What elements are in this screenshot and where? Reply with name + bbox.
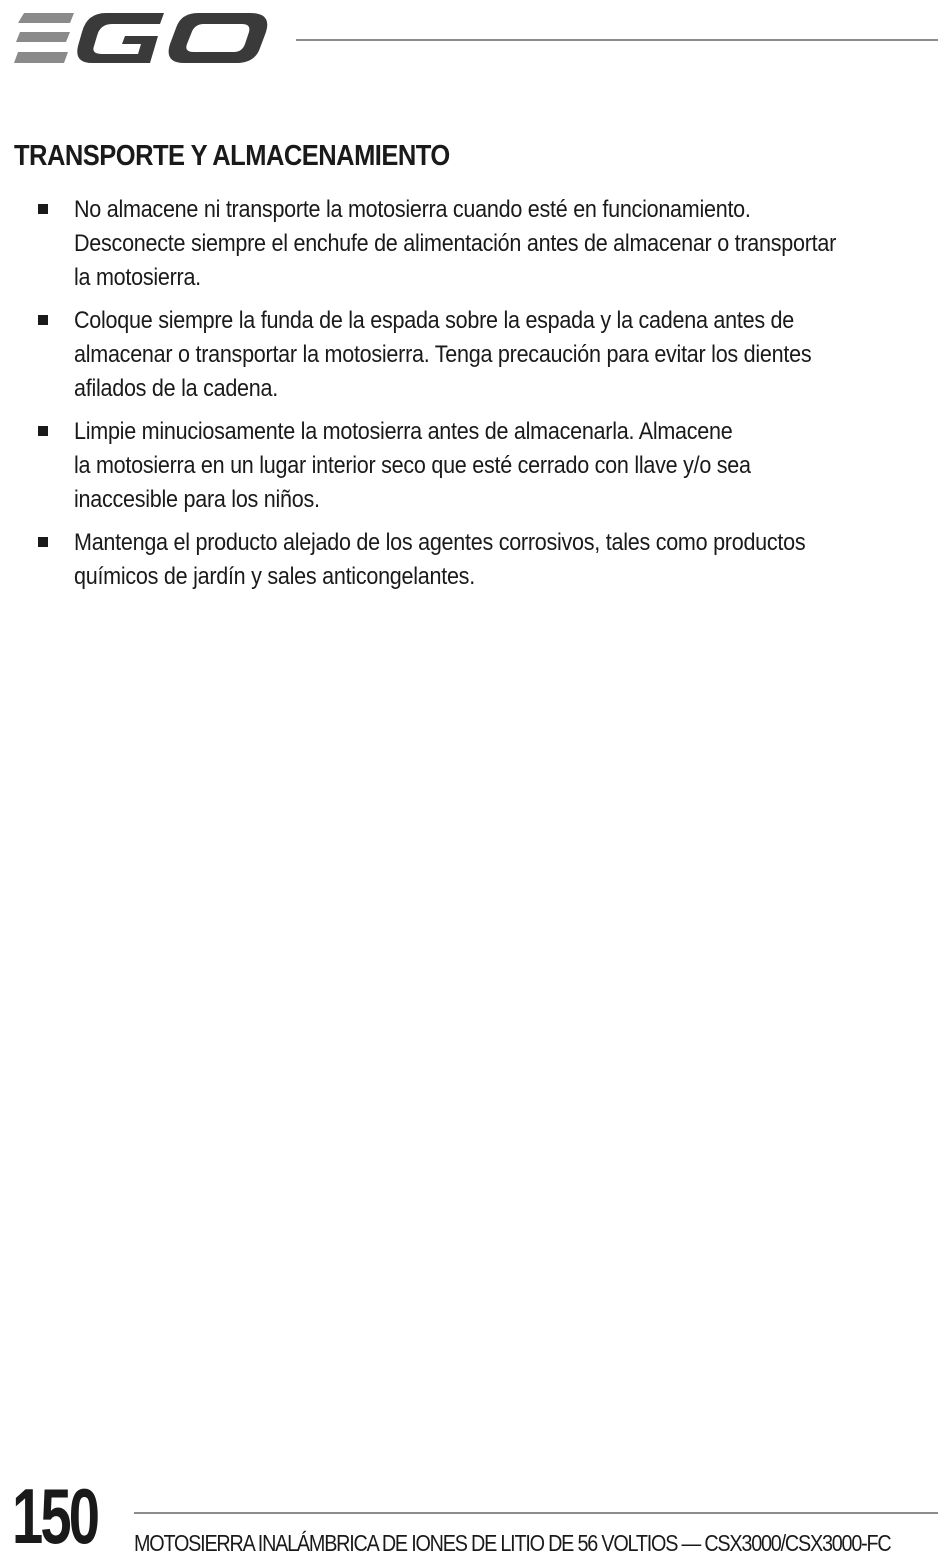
square-bullet-icon	[38, 537, 48, 547]
bullet-text	[74, 304, 945, 406]
footer-product-title: MOTOSIERRA INALÁMBRICA DE IONES DE LITIO DE 56 VOLTIOS — CSX3000/CSX3000-FC	[134, 1530, 891, 1556]
list-item	[0, 193, 950, 295]
square-bullet-icon	[38, 315, 48, 325]
list-item	[0, 415, 950, 517]
bullet-list	[0, 193, 950, 603]
text-line: inaccesible para los niños.	[74, 486, 320, 513]
square-bullet-icon	[38, 204, 48, 214]
bullet-text	[74, 415, 945, 517]
page-header	[0, 0, 950, 80]
text-line: No almacene ni transporte la motosierra cuando esté en funcionamiento.	[74, 196, 751, 223]
list-item	[0, 304, 950, 406]
text-line: químicos de jardín y sales anticongelantes.	[74, 563, 475, 590]
text-line: la motosierra en un lugar interior seco que esté cerrado con llave y/o sea	[74, 452, 751, 479]
page-number: 150	[12, 1472, 98, 1560]
text-line: Limpie minuciosamente la motosierra antes de almacenarla. Almacene	[74, 418, 733, 445]
text-line: almacenar o transportar la motosierra. Tenga precaución para evitar los dientes	[74, 341, 812, 368]
footer-divider	[134, 1512, 938, 1514]
list-item	[0, 526, 950, 594]
text-line: Desconecte siempre el enchufe de alimentación antes de almacenar o transportar	[74, 230, 837, 257]
bullet-text	[74, 193, 945, 295]
text-line: afilados de la cadena.	[74, 375, 278, 402]
section-title: TRANSPORTE Y ALMACENAMIENTO	[14, 140, 450, 172]
text-line: Coloque siempre la funda de la espada sobre la espada y la cadena antes de	[74, 307, 795, 334]
text-line: la motosierra.	[74, 264, 201, 291]
text-line: Mantenga el producto alejado de los agentes corrosivos, tales como productos	[74, 529, 806, 556]
ego-logo	[14, 10, 270, 68]
page-footer	[0, 1470, 950, 1568]
header-divider	[296, 39, 938, 41]
square-bullet-icon	[38, 426, 48, 436]
bullet-text	[74, 526, 945, 594]
